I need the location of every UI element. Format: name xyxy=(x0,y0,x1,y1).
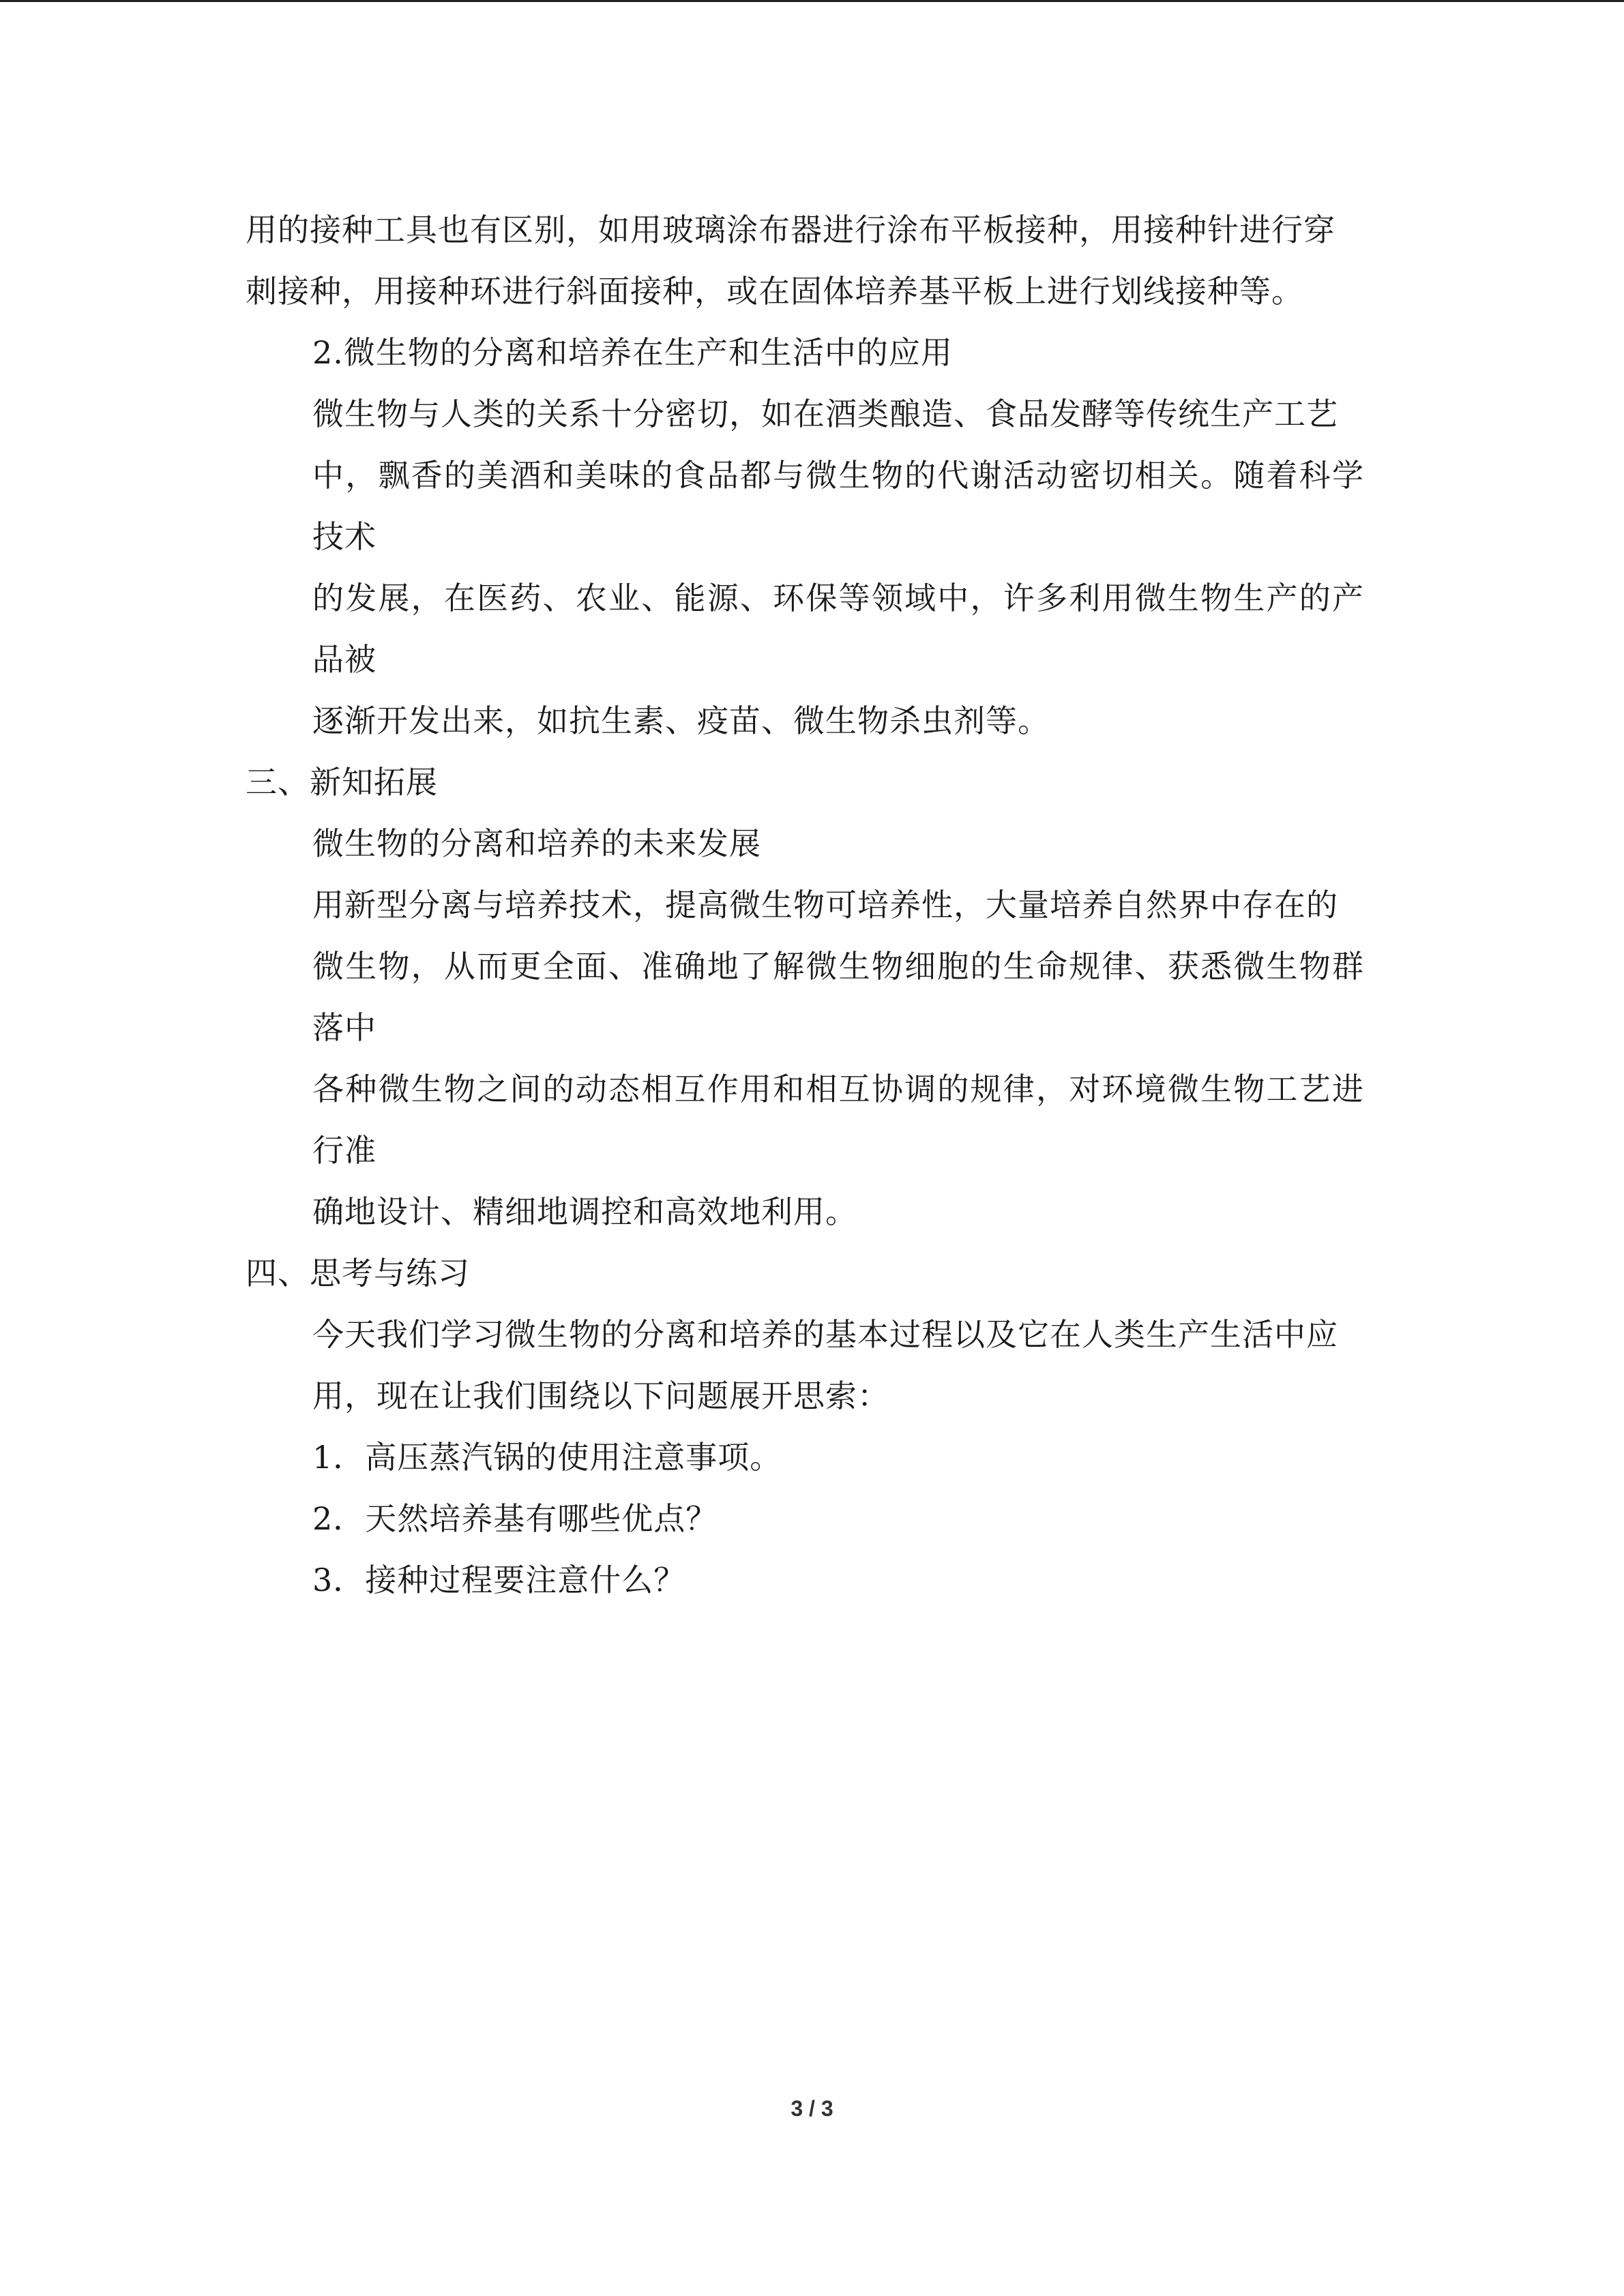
text-line: 中，飘香的美酒和美味的食品都与微生物的代谢活动密切相关。随着科学技术 xyxy=(312,457,1364,555)
question-item xyxy=(246,1427,1364,1488)
page-number: 3 / 3 xyxy=(791,2096,833,2121)
body-paragraph xyxy=(246,383,1364,751)
text-line: 2．天然培养基有哪些优点？ xyxy=(312,1500,718,1537)
body-paragraph xyxy=(246,322,1364,383)
text-line: 微生物，从而更全面、准确地了解微生物细胞的生命规律、获悉微生物群落中 xyxy=(312,948,1364,1046)
section-heading xyxy=(246,751,1364,813)
text-line: 3．接种过程要注意什么？ xyxy=(312,1562,686,1598)
text-line: 确地设计、精细地调控和高效地利用。 xyxy=(312,1193,857,1230)
text-line: 微生物的分离和培养的未来发展 xyxy=(312,825,761,862)
section-heading xyxy=(246,1242,1364,1304)
text-line: 三、新知拓展 xyxy=(246,764,438,801)
body-paragraph xyxy=(246,1304,1364,1427)
text-line: 用，现在让我们围绕以下问题展开思索： xyxy=(312,1377,889,1414)
text-line: 1．高压蒸汽锅的使用注意事项。 xyxy=(312,1439,782,1476)
body-paragraph xyxy=(246,813,1364,874)
text-line: 用的接种工具也有区别，如用玻璃涂布器进行涂布平板接种，用接种针进行穿 xyxy=(246,211,1335,248)
text-line: 逐渐开发出来，如抗生素、疫苗、微生物杀虫剂等。 xyxy=(312,702,1050,739)
document-body xyxy=(246,199,1364,1611)
question-item xyxy=(246,1549,1364,1611)
question-item xyxy=(246,1488,1364,1549)
text-line: 各种微生物之间的动态相互作用和相互协调的规律，对环境微生物工艺进行准 xyxy=(312,1071,1364,1169)
text-line: 刺接种，用接种环进行斜面接种，或在固体培养基平板上进行划线接种等。 xyxy=(246,273,1303,310)
text-line: 今天我们学习微生物的分离和培养的基本过程以及它在人类生产生活中应 xyxy=(312,1316,1338,1353)
text-line: 四、思考与练习 xyxy=(246,1255,470,1292)
text-line: 微生物与人类的关系十分密切，如在酒类酿造、食品发酵等传统生产工艺 xyxy=(312,396,1338,432)
text-line: 用新型分离与培养技术，提高微生物可培养性，大量培养自然界中存在的 xyxy=(312,886,1338,923)
top-border-line xyxy=(0,0,1624,2)
body-paragraph xyxy=(246,874,1364,1242)
text-line: 的发展，在医药、农业、能源、环保等领域中，许多利用微生物生产的产品被 xyxy=(312,580,1364,678)
body-paragraph xyxy=(246,199,1364,322)
text-line: 2.微生物的分离和培养在生产和生活中的应用 xyxy=(312,334,953,371)
